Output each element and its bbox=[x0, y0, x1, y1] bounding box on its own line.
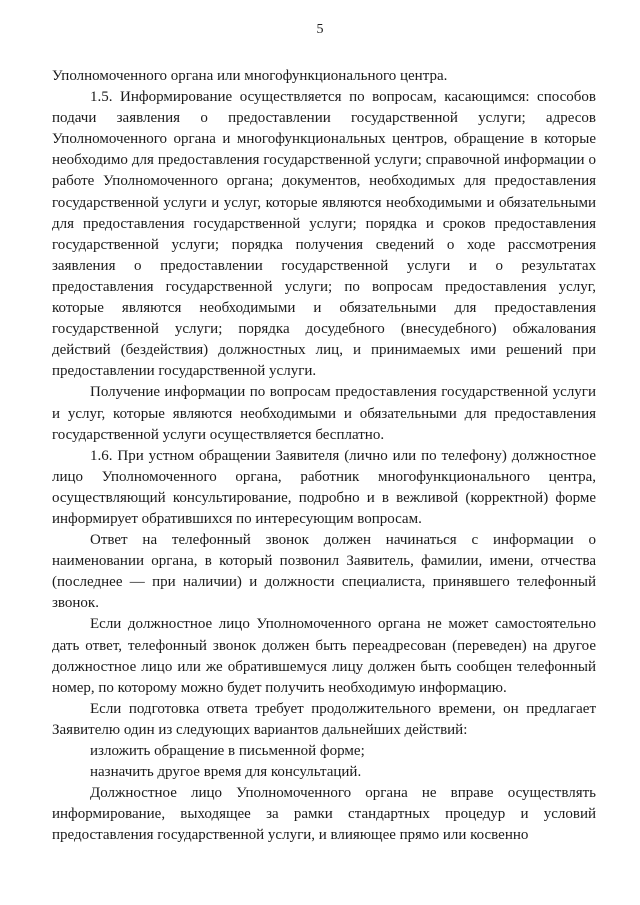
paragraph-phone-answer: Ответ на телефонный звонок должен начинаться с информации о наименовании органа, в который позвонил Заявитель, фамилии, имени, отчества (последнее — при наличии) и должности специалиста, принявшего телефонный звонок. bbox=[52, 532, 596, 612]
paragraph-official-restrictions: Должностное лицо Уполномоченного органа не вправе осуществлять информирование, выходящее за рамки стандартных процедур и условий предоставления государственной услуги, и влияющее прямо или косвенно bbox=[52, 785, 596, 844]
paragraph-long-answer: Если подготовка ответа требует продолжительного времени, он предлагает Заявителю один из следующих вариантов дальнейших действий: bbox=[52, 700, 596, 738]
paragraph-call-redirect: Если должностное лицо Уполномоченного органа не может самостоятельно дать ответ, телефонный звонок должен быть переадресован (переведен) на другое должностное лицо или же обратившемуся лицу должен быть сообщен телефонный номер, по которому можно будет получить необходимую информацию. bbox=[52, 616, 596, 696]
list-item-other-time: назначить другое время для консультаций. bbox=[90, 764, 362, 781]
paragraph-free-information: Получение информации по вопросам предоставления государственной услуги и услуг, которые являются необходимыми и обязательными для предоставления государственной услуги осуществляется бесплатно. bbox=[52, 384, 596, 443]
paragraph-section-1-5: 1.5. Информирование осуществляется по вопросам, касающимся: способов подачи заявления о предоставлении государственной услуги; адресов Уполномоченного органа и многофункциональных центров, обращение в которые необходимо для предоставления государственной услуги; справочной информации о работе Уполномоченного органа; документов, необходимых для предоставления государственной услуги и услуг, которые являются необходимыми и обязательными для предоставления государственной услуги; порядка и сроков предоставления государственной услуги; порядка получения сведений о ходе рассмотрения заявления о предоставлении государственной услуги и о результатах предоставления государственной услуги; по вопросам предоставления услуг, которые являются необходимыми и обязательными для предоставления государственной услуги; порядка досудебного (внесудебного) обжалования действий (бездействия) должностных лиц, и принимаемых ими решений при предоставлении государственной услуги. bbox=[52, 89, 596, 380]
paragraph-continuation: Уполномоченного органа или многофункционального центра. bbox=[52, 68, 448, 84]
body-text bbox=[52, 66, 596, 846]
paragraph-section-1-6: 1.6. При устном обращении Заявителя (лично или по телефону) должностное лицо Уполномоченного органа, работник многофункционального центра, осуществляющий консультирование, подробно и в вежливой (корректной) форме информирует обратившихся по интересующим вопросам. bbox=[52, 447, 596, 527]
list-item-written-request: изложить обращение в письменной форме; bbox=[90, 743, 365, 759]
page-number: 5 bbox=[316, 22, 324, 37]
